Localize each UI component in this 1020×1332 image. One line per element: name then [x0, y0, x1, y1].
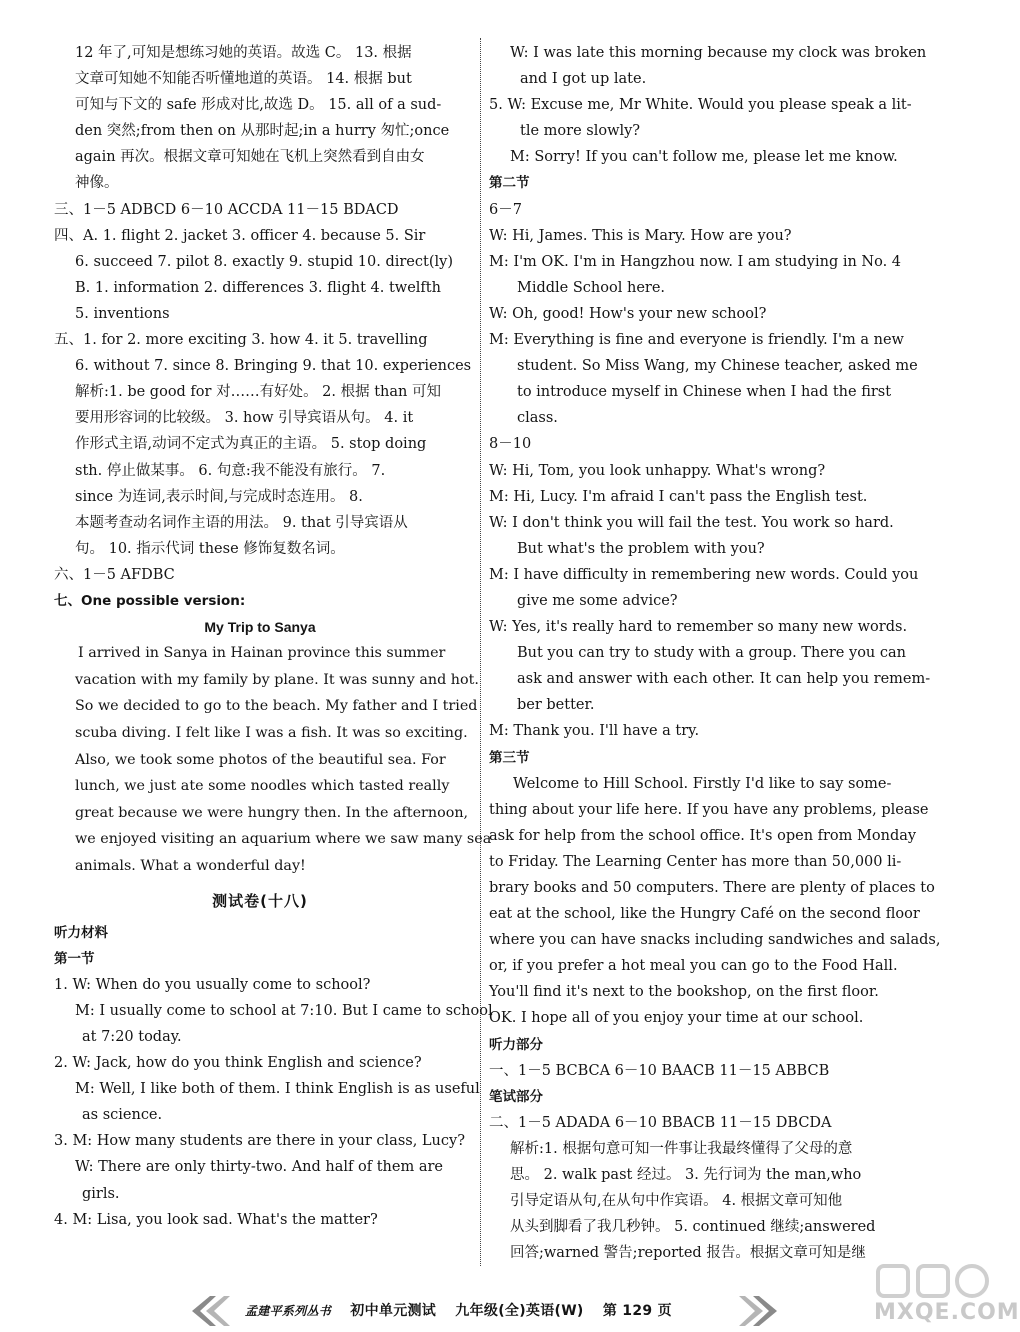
dialogue-line: M: Sorry! If you can't follow me, please let me know. — [510, 149, 898, 166]
passage-line: where you can have snacks including sandwiches and salads, — [489, 932, 941, 949]
writing-part-heading: 笔试部分 — [489, 1088, 543, 1105]
section7-label: 七、One possible version: — [54, 592, 246, 609]
section1-heading: 第一节 — [54, 950, 95, 967]
chevron-right-icon — [737, 1294, 781, 1328]
dialogue-line: W: Hi, Tom, you look unhappy. What's wrong? — [489, 462, 826, 479]
dialogue-line: as science. — [82, 1107, 163, 1124]
analysis-line: 解析:1. 根据句意可知一件事让我最终懂得了父母的意 — [510, 1140, 853, 1157]
analysis-line: 思。 2. walk past 经过。 3. 先行词为 the man,who — [510, 1167, 862, 1184]
dialogue-line: M: I usually come to school at 7:10. But I came to school — [75, 1002, 493, 1019]
section2-heading: 第二节 — [489, 175, 530, 192]
dialogue-line: girls. — [82, 1185, 120, 1202]
analysis-line: 本题考查动名词作主语的用法。 9. that 引导宾语从 — [75, 514, 408, 531]
essay-line: Also, we took some photos of the beautiful sea. For — [75, 751, 446, 768]
dialogue-line: M: Hi, Lucy. I'm afraid I can't pass the English test. — [489, 488, 868, 505]
text-line: den 突然;from then on 从那时起;in a hurry 匆忙;once — [75, 123, 450, 140]
footer-text — [245, 1300, 686, 1320]
analysis-line: 引导定语从句,在从句中作宾语。 4. 根据文章可知他 — [510, 1193, 843, 1210]
answer-line: 三、1－5 ADBCD 6－10 ACCDA 11－15 BDACD — [54, 201, 399, 218]
dialogue-line: 1. W: When do you usually come to school? — [54, 976, 371, 993]
grade-subject: 九年级(全)英语(W) — [455, 1303, 584, 1319]
chevron-left-icon — [188, 1294, 232, 1328]
essay-line: I arrived in Sanya in Hainan province this summer — [78, 645, 446, 662]
dialogue-line: But what's the problem with you? — [517, 540, 765, 557]
dialogue-line: at 7:20 today. — [82, 1028, 182, 1045]
essay-line: great because we were hungry then. In the afternoon, — [75, 804, 469, 821]
page-number: 第 129 页 — [602, 1303, 672, 1319]
left-column — [54, 40, 493, 1233]
answer-line: 6. succeed 7. pilot 8. exactly 9. stupid 10. direct(ly) — [75, 253, 453, 270]
dialogue-line: 4. M: Lisa, you look sad. What's the matter? — [54, 1211, 378, 1228]
analysis-line: 回答;warned 警告;reported 报告。根据文章可知是继 — [510, 1245, 866, 1262]
dialogue-line: ask and answer with each other. It can help you remem- — [517, 671, 931, 688]
dialogue-line: But you can try to study with a group. There you can — [517, 645, 906, 662]
dialogue-line: M: I have difficulty in remembering new words. Could you — [489, 566, 919, 583]
dialogue-label: 6－7 — [489, 201, 522, 218]
essay-body — [54, 640, 492, 879]
listening-part-heading: 听力部分 — [489, 1036, 543, 1053]
passage-line: ask for help from the school office. It's open from Monday — [489, 827, 917, 844]
text-line: 神像。 — [75, 175, 119, 192]
essay-line: So we decided to go to the beach. My father and I tried — [75, 698, 478, 715]
answer-line: 6. without 7. since 8. Bringing 9. that 10. experiences — [75, 358, 472, 375]
dialogue-line: class. — [517, 410, 558, 427]
passage-line: You'll find it's next to the bookshop, on the first floor. — [489, 984, 879, 1001]
passage-line: thing about your life here. If you have any problems, please — [489, 801, 929, 818]
dialogue-line: 3. M: How many students are there in your class, Lucy? — [54, 1133, 465, 1150]
dialogue-line: 5. W: Excuse me, Mr White. Would you please speak a lit- — [489, 97, 912, 114]
dialogue-line: ber better. — [517, 697, 595, 714]
analysis-line: 从头到脚看了我几秒钟。 5. continued 继续;answered — [510, 1219, 876, 1236]
dialogue-line: M: Thank you. I'll have a try. — [489, 723, 700, 740]
dialogue-line: M: I'm OK. I'm in Hangzhou now. I am studying in No. 4 — [489, 253, 902, 270]
essay-line: vacation with my family by plane. It was sunny and hot. — [75, 671, 479, 688]
right-column — [489, 40, 941, 1266]
text-line: again 再次。根据文章可知她在飞机上突然看到自由女 — [75, 149, 425, 166]
text-line: 可知与下文的 safe 形成对比,故选 D。 15. all of a sud- — [75, 97, 442, 114]
dialogue-line: W: I was late this morning because my clock was broken — [510, 45, 927, 61]
analysis-line: since 为连词,表示时间,与完成时态连用。 8. — [75, 488, 363, 505]
watermark-text: MXQE.COM — [874, 1300, 1020, 1325]
text-line: 12 年了,可知是想练习她的英语。故选 C。 13. 根据 — [75, 45, 412, 61]
dialogue-line: 2. W: Jack, how do you think English and science? — [54, 1055, 422, 1072]
book-name: 初中单元测试 — [350, 1303, 437, 1319]
passage-line: or, if you prefer a hot meal you can go to the Food Hall. — [489, 958, 898, 975]
analysis-line: sth. 停止做某事。 6. 句意:我不能没有旅行。 7. — [75, 462, 386, 479]
dialogue-line: student. So Miss Wang, my Chinese teacher, asked me — [517, 358, 918, 375]
essay-line: scuba diving. I felt like I was a fish. It was so exciting. — [75, 724, 468, 741]
passage-line: to Friday. The Learning Center has more than 50,000 li- — [489, 853, 902, 870]
watermark-logo-icon — [868, 1262, 1000, 1302]
dialogue-line: W: I don't think you will fail the test. You work so hard. — [489, 514, 894, 531]
text-line: 文章可知她不知能否听懂地道的英语。 14. 根据 but — [75, 71, 412, 88]
answer-line: 一、1－5 BCBCA 6－10 BAACB 11－15 ABBCB — [489, 1062, 830, 1079]
analysis-line: 作形式主语,动词不定式为真正的主语。 5. stop doing — [75, 436, 427, 453]
listening-material-heading: 听力材料 — [54, 924, 108, 941]
section3-heading: 第三节 — [489, 749, 530, 766]
dialogue-line: tle more slowly? — [520, 123, 641, 140]
answer-line: B. 1. information 2. differences 3. flight 4. twelfth — [75, 279, 441, 296]
essay-line: animals. What a wonderful day! — [75, 857, 306, 874]
dialogue-line: give me some advice? — [517, 592, 678, 609]
watermark — [868, 1262, 1020, 1332]
dialogue-line: W: Yes, it's really hard to remember so many new words. — [489, 619, 908, 636]
answer-line: 五、1. for 2. more exciting 3. how 4. it 5. travelling — [54, 332, 428, 349]
dialogue-line: W: There are only thirty-two. And half of them are — [75, 1159, 443, 1176]
passage-line: Welcome to Hill School. Firstly I'd like to say some- — [513, 775, 892, 792]
column-divider — [480, 38, 481, 1266]
essay-title: My Trip to Sanya — [204, 619, 316, 636]
answer-line: 二、1－5 ADADA 6－10 BBACB 11－15 DBCDA — [489, 1114, 832, 1131]
dialogue-line: M: Well, I like both of them. I think English is as useful — [75, 1081, 480, 1098]
dialogue-line: W: Hi, James. This is Mary. How are you? — [489, 227, 792, 244]
passage-line: OK. I hope all of you enjoy your time at our school. — [489, 1010, 864, 1027]
essay-line: lunch, we just ate some noodles which tasted really — [75, 778, 450, 795]
passage-line: eat at the school, like the Hungry Café on the second floor — [489, 906, 920, 923]
dialogue-label: 8－10 — [489, 436, 532, 453]
dialogue-line: to introduce myself in Chinese when I had the first — [517, 384, 892, 401]
answer-line: 四、A. 1. flight 2. jacket 3. officer 4. because 5. Sir — [54, 227, 426, 244]
test-title: 测试卷(十八) — [212, 891, 308, 910]
page-footer — [0, 1292, 1000, 1328]
dialogue-line: Middle School here. — [517, 279, 666, 296]
answer-line: 六、1－5 AFDBC — [54, 566, 175, 583]
dialogue-line: M: Everything is fine and everyone is friendly. I'm a new — [489, 332, 904, 349]
series-name: 孟建平系列丛书 — [245, 1304, 332, 1318]
analysis-line: 句。 10. 指示代词 these 修饰复数名词。 — [75, 540, 345, 557]
analysis-line: 要用形容词的比较级。 3. how 引导宾语从句。 4. it — [75, 410, 414, 427]
passage-line: brary books and 50 computers. There are plenty of places to — [489, 880, 935, 896]
analysis-line: 解析:1. be good for 对……有好处。 2. 根据 than 可知 — [75, 384, 441, 401]
essay-line: we enjoyed visiting an aquarium where we saw many sea — [75, 831, 492, 848]
dialogue-line: W: Oh, good! How's your new school? — [489, 305, 767, 322]
answer-line: 5. inventions — [75, 305, 170, 322]
dialogue-line: and I got up late. — [520, 71, 647, 88]
